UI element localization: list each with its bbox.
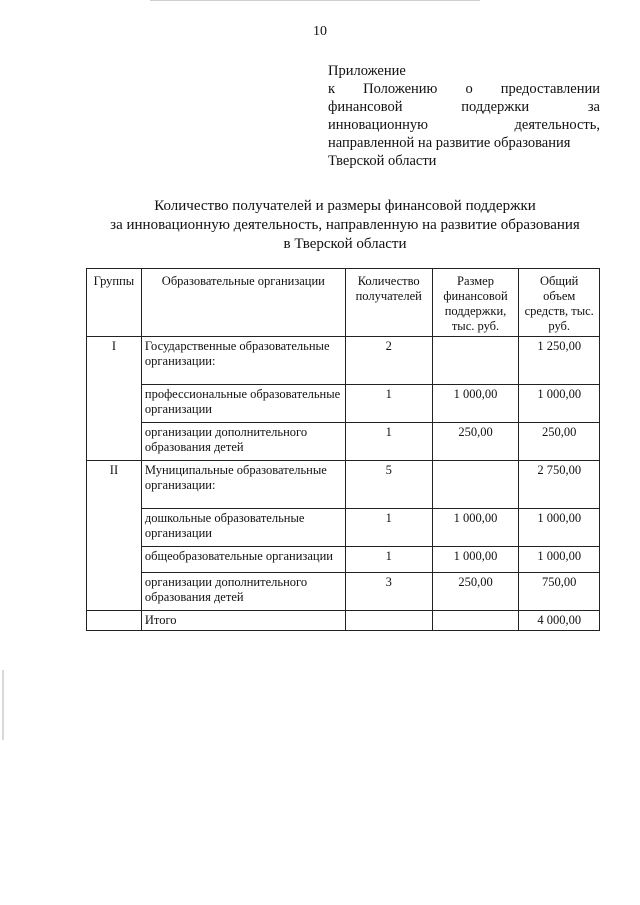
- count-cell: 1: [345, 509, 432, 547]
- appendix-line-4: [328, 116, 600, 134]
- total-group-cell: [87, 611, 142, 631]
- amount-cell: 250,00: [432, 423, 519, 461]
- amount-cell: [432, 461, 519, 509]
- total-cell: 1 000,00: [519, 385, 600, 423]
- count-cell: 1: [345, 547, 432, 573]
- scan-left-mark: [2, 670, 4, 740]
- amount-cell: 1 000,00: [432, 385, 519, 423]
- total-cell: 750,00: [519, 573, 600, 611]
- title-line-3: в Тверской области: [283, 236, 407, 252]
- appendix-line-1: Приложение: [328, 63, 406, 79]
- table-row: [87, 385, 600, 423]
- document-title: [60, 197, 630, 254]
- amount-cell: [432, 337, 519, 385]
- header-org: Образовательные организации: [141, 269, 345, 337]
- scan-top-rule: [150, 0, 480, 1]
- appendix-word: финансовой: [328, 99, 403, 115]
- appendix-word: Положению: [363, 81, 438, 97]
- appendix-word: к: [328, 81, 336, 97]
- appendix-line-6: Тверской области: [328, 153, 437, 169]
- appendix-word: поддержки: [461, 99, 530, 115]
- table-row: [87, 547, 600, 573]
- total-count-cell: [345, 611, 432, 631]
- appendix-line-2: [328, 80, 600, 98]
- count-cell: 5: [345, 461, 432, 509]
- amount-cell: 1 000,00: [432, 509, 519, 547]
- group-label: I: [87, 337, 142, 461]
- header-total: Общий объем средств, тыс. руб.: [519, 269, 600, 337]
- org-cell: профессиональные образовательные организации: [141, 385, 345, 423]
- org-cell: Государственные образовательные организации:: [141, 337, 345, 385]
- total-cell: 1 000,00: [519, 509, 600, 547]
- count-cell: 1: [345, 385, 432, 423]
- appendix-word: инновационную: [328, 117, 428, 133]
- total-label: Итого: [141, 611, 345, 631]
- appendix-word: за: [587, 99, 600, 115]
- title-line-2: за инновационную деятельность, направленную на развитие образования: [110, 217, 580, 233]
- org-cell: дошкольные образовательные организации: [141, 509, 345, 547]
- appendix-line-5: направленной на развитие образования: [328, 135, 571, 151]
- total-cell: 2 750,00: [519, 461, 600, 509]
- appendix-word: о: [465, 81, 473, 97]
- group-label: II: [87, 461, 142, 611]
- table-row: [87, 461, 600, 509]
- amount-cell: 1 000,00: [432, 547, 519, 573]
- table-row: [87, 423, 600, 461]
- appendix-line-3: [328, 98, 600, 116]
- header-group: Группы: [87, 269, 142, 337]
- count-cell: 2: [345, 337, 432, 385]
- financial-support-table: [86, 268, 600, 631]
- appendix-block: [328, 62, 600, 170]
- appendix-word: предоставлении: [500, 81, 600, 97]
- org-cell: Муниципальные образовательные организации:: [141, 461, 345, 509]
- page-number: 10: [313, 24, 327, 39]
- table-row: [87, 509, 600, 547]
- amount-cell: 250,00: [432, 573, 519, 611]
- table-header-row: [87, 269, 600, 337]
- org-cell: организации дополнительного образования детей: [141, 573, 345, 611]
- count-cell: 1: [345, 423, 432, 461]
- total-cell: 1 250,00: [519, 337, 600, 385]
- table-total-row: [87, 611, 600, 631]
- header-amount: Размер финансовой поддержки, тыс. руб.: [432, 269, 519, 337]
- org-cell: общеобразовательные организации: [141, 547, 345, 573]
- count-cell: 3: [345, 573, 432, 611]
- table-row: [87, 573, 600, 611]
- org-cell: организации дополнительного образования детей: [141, 423, 345, 461]
- total-cell: 1 000,00: [519, 547, 600, 573]
- table-row: [87, 337, 600, 385]
- total-amount-cell: [432, 611, 519, 631]
- appendix-word: деятельность,: [514, 117, 600, 133]
- title-line-1: Количество получателей и размеры финансовой поддержки: [154, 198, 536, 214]
- header-count: Количество получателей: [345, 269, 432, 337]
- grand-total: 4 000,00: [519, 611, 600, 631]
- total-cell: 250,00: [519, 423, 600, 461]
